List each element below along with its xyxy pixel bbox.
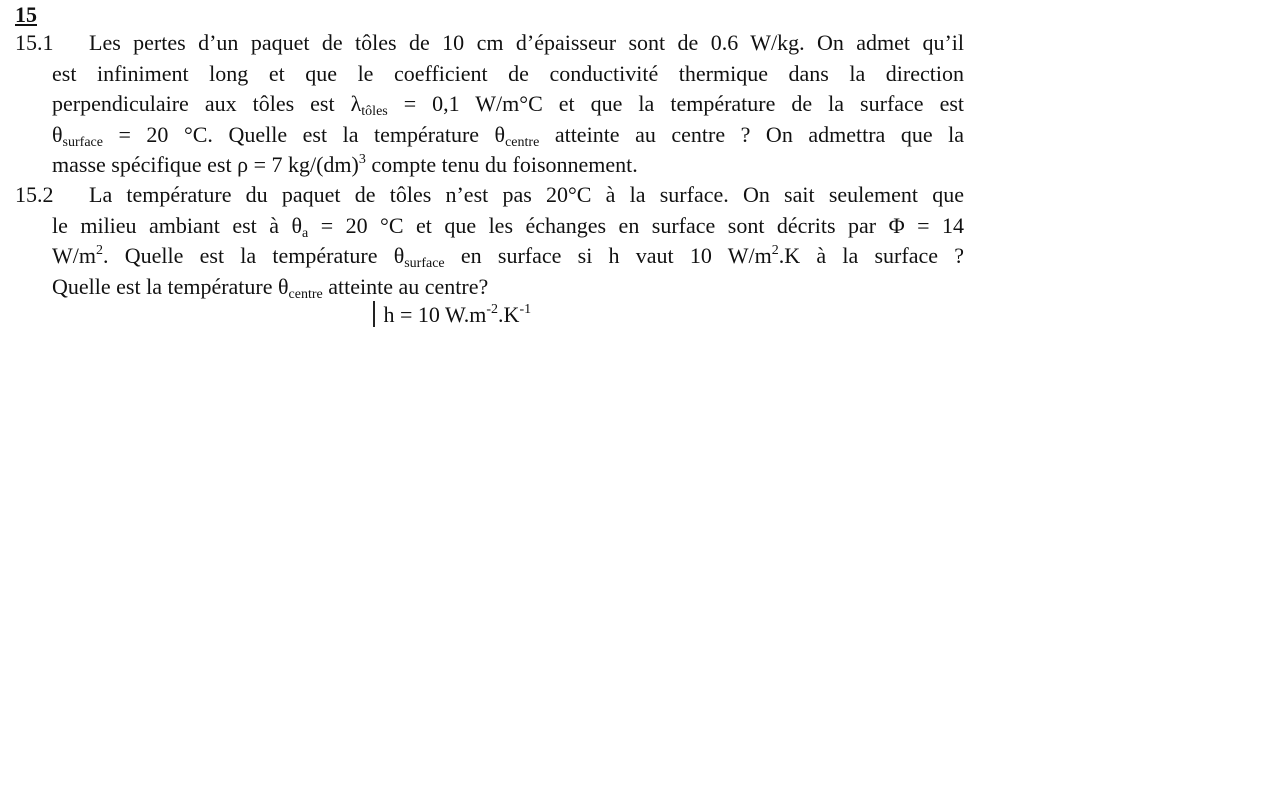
- problem-line: 15.1 Les pertes d’un paquet de tôles de 10 cm d’épaisseur sont de 0.6 W/kg. On admet qu’il: [15, 28, 964, 59]
- given-value: h = 10 $W.m^{-2}.K^{-1}$: [373, 300, 531, 330]
- problem-15-1: [15, 28, 964, 181]
- problem-line: est infiniment long et que le coefficient de conductivité thermique dans la direction: [52, 60, 964, 86]
- problem-line: perpendiculaire aux tôles est $\lambda_{tôles} = 0,1$ W/m°C et que la température de la surface est: [52, 91, 964, 119]
- exercise-heading: 15: [15, 2, 37, 27]
- problem-line: Quelle est la température $\theta_{centre}$ atteinte au centre?: [52, 273, 489, 302]
- problem-number: 15.1: [15, 30, 54, 55]
- problem-line: $W/m^2$. Quelle est la température $\theta_{surface}$ en surface si h vaut 10 $W/m^2.K$ à la surface ?: [52, 243, 964, 271]
- problem-number: 15.2: [15, 182, 54, 207]
- problem-line: $\theta_{surface} = 20$ °C. Quelle est la température $\theta_{centre}$ atteinte au centre ? On admettra que la: [52, 121, 964, 150]
- margin-bar: [373, 301, 375, 327]
- problem-15-2: [15, 180, 964, 302]
- problem-line: 15.2 La température du paquet de tôles n’est pas 20°C à la surface. On sait seulement que: [15, 180, 964, 211]
- problem-line: le milieu ambiant est à $\theta_a = 20$ °C et que les échanges en surface sont décrits par Φ = 14: [52, 212, 964, 241]
- problem-line: masse spécifique est ρ = 7 kg/(dm)$^3$ compte tenu du foisonnement.: [52, 152, 638, 177]
